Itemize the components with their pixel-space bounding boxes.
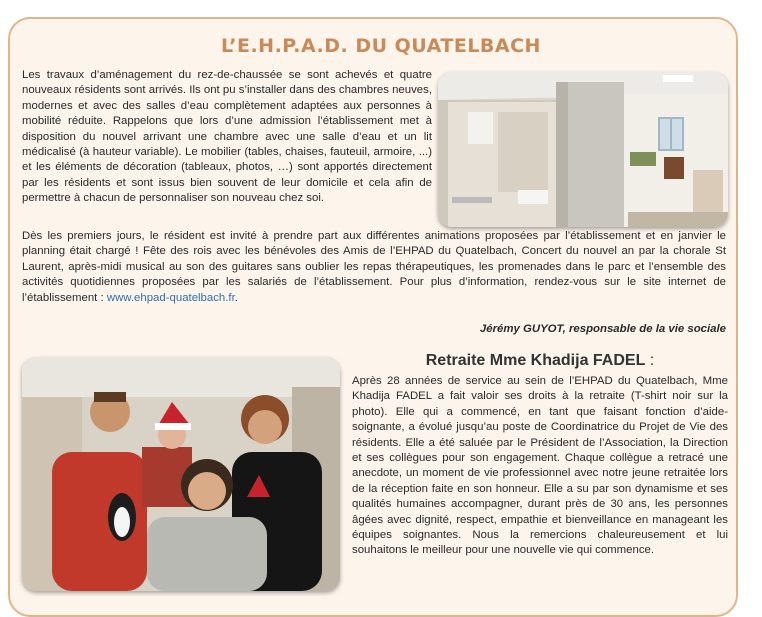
- intro-paragraph: Les travaux d’aménagement du rez-de-chaussée se sont achevés et quatre nouveaux résidents sont arrivés. Ils ont pu s’installer dans des chambres neuves, modernes et avec des salles d’eau complètement adaptées aux personnes à mobilité réduite. Rappelons que lors d’une admission l’établissement met à disposition du nouvel arrivant une chambre avec une salle d’eau et un lit médicalisé (à hauteur variable). Le mobilier (tables, chaises, fauteuil, armoire, ...) et les éléments de décoration (tableaux, photos, …) sont apportés directement par les résidents et sont issus bien souvent de leur domicile et cela afin de permettre à chacun de personnaliser son nouveau chez soi.: [22, 69, 432, 205]
- heading-colon: :: [645, 352, 655, 369]
- room-photo: [438, 72, 728, 227]
- signature: Jérémy GUYOT, responsable de la vie sociale: [479, 323, 726, 335]
- website-link[interactable]: www.ehpad-quatelbach.fr: [106, 291, 235, 304]
- retirement-heading: [352, 352, 728, 370]
- link-suffix: .: [234, 291, 238, 304]
- activities-paragraph: [22, 229, 726, 306]
- retirement-paragraph: Après 28 années de service au sein de l’EHPAD du Quatelbach, Mme Khadija FADEL a fait valoir ses droits à la retraite (T-shirt noir sur la photo). Elle qui a commencé, en tant que faisant fonction d’aide-soignante, a évolué jusqu’au poste de Coordinatrice du Projet de Vie des résidents. Elle a été saluée par le Président de l’Association, la Direction et ses collègues pour son engagement. Chaque collègue a retracé une anecdote, un moment de vie professionnel avec notre jeune retraitée lors de la réception faite en son honneur. Elle a su par son dynamisme et ses qualités humaines accompagner, durant près de 30 ans, les personnes âgées avec dignité, respect, empathie et bienveillance en manageant les équipes soignantes. Nous la remercions chaleureusement et lui souhaitons le meilleur pour une nouvelle vie qui commence.: [352, 375, 728, 557]
- retirement-heading-text: Retraite Mme Khadija FADEL: [425, 352, 646, 369]
- page-title: L’E.H.P.A.D. DU QUATELBACH: [221, 35, 541, 57]
- activities-text: Dès les premiers jours, le résident est invité à prendre part aux différentes animations proposées par l’établissement et en janvier le planning était chargé ! Fête des rois avec les bénévoles des Amis de l’EHPAD du Quatelbach, Concert du nouvel an par la chorale St Laurent, après-midi musical au son des guitares sans oublier les repas thérapeutiques, les promenades dans le parc et l’ensemble des activités quotidiennes proposées par les salariés de l’établissement. Pour plus d’information, rendez-vous sur le site internet de l’établissement :: [22, 230, 726, 304]
- retirement-group-photo: [22, 357, 340, 591]
